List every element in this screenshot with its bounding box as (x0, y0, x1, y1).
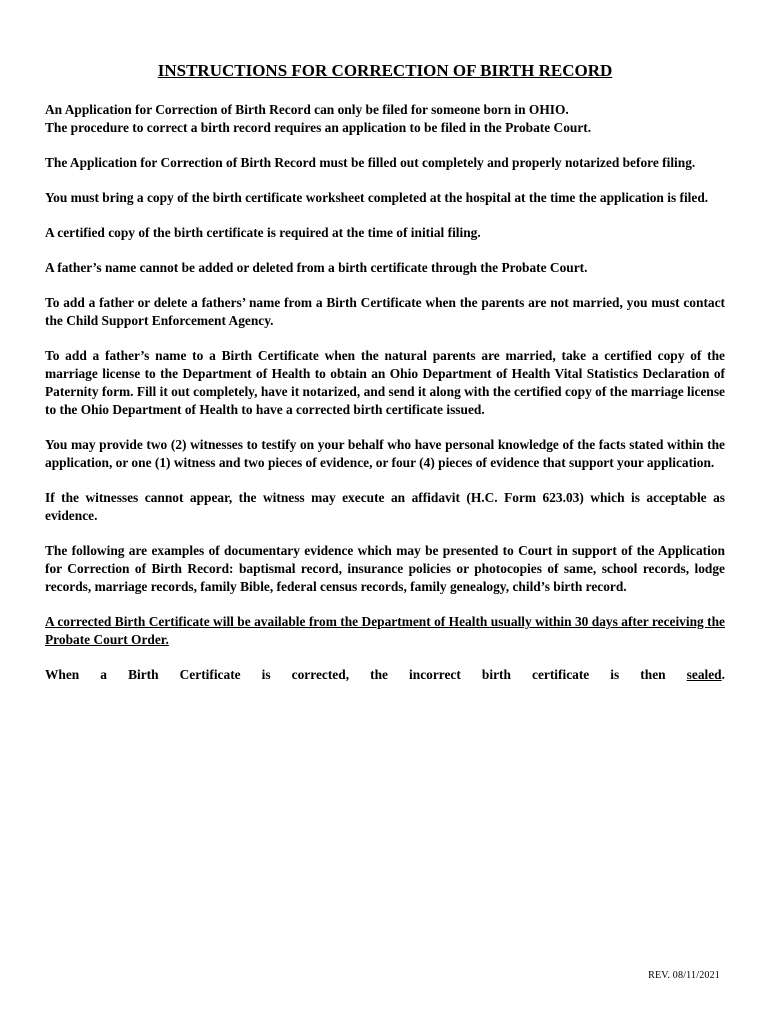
final-word: the (370, 667, 388, 682)
final-last-word-group (687, 666, 725, 684)
paragraph-worksheet: You must bring a copy of the birth certificate worksheet completed at the hospital at the time the application is filed. (45, 190, 709, 205)
paragraph-certified-copy: A certified copy of the birth certificate is required at the time of initial filing. (45, 225, 481, 240)
final-word: incorrect (409, 667, 461, 682)
paragraph-evidence-examples: The following are examples of documentary evidence which may be presented to Court in support of the Application for Correction of Birth Record: baptismal record, insurance policies or photocopies of same, school records, lodge records, marriage records, family Bible, federal census records, family genealogy, child’s birth record. (45, 543, 725, 594)
paragraph-not-married: To add a father or delete a fathers’ name from a Birth Certificate when the parents are not married, you must contact the Child Support Enforcement Agency. (45, 295, 725, 328)
final-period: . (721, 667, 725, 682)
final-word: Birth (128, 667, 159, 682)
paragraph-availability: A corrected Birth Certificate will be available from the Department of Health usually within 30 days after receiving the Probate Court Order. (45, 614, 725, 647)
paragraph-notarized: The Application for Correction of Birth Record must be filled out completely and properly notarized before filing. (45, 155, 696, 170)
paragraph-married: To add a father’s name to a Birth Certificate when the natural parents are married, take a certified copy of the marriage license to the Department of Health to obtain an Ohio Department of Health Vital Statistics Declaration of Paternity form. Fill it out completely, have it notarized, and send it along with the certified copy of the marriage license to the Ohio Department of Health to have a corrected birth certificate issued. (45, 348, 725, 417)
final-word-sealed: sealed (686, 667, 722, 682)
paragraph-affidavit: If the witnesses cannot appear, the witness may execute an affidavit (H.C. Form 623.03) which is acceptable as evidence. (45, 490, 725, 523)
revision-date: REV. 08/11/2021 (648, 970, 720, 981)
paragraph-witnesses: You may provide two (2) witnesses to testify on your behalf who have personal knowledge of the facts stated within the application, or one (1) witness and two pieces of evidence, or four (4) pieces of evidence that support your application. (45, 437, 725, 470)
paragraph-line: The procedure to correct a birth record requires an application to be filed in the Probate Court. (45, 120, 592, 135)
document-body (45, 101, 725, 684)
final-word: is (261, 667, 271, 682)
paragraph-line: An Application for Correction of Birth Record can only be filed for someone born in OHIO. (45, 102, 569, 117)
final-word: corrected, (291, 667, 350, 682)
final-word: is (610, 667, 620, 682)
paragraph-sealed (45, 666, 725, 684)
paragraph-eligibility (45, 101, 725, 137)
paragraph-father-name: A father’s name cannot be added or deleted from a birth certificate through the Probate Court. (45, 260, 588, 275)
final-word: Certificate (179, 667, 241, 682)
final-word: birth (481, 667, 511, 682)
final-word: certificate (532, 667, 590, 682)
final-word: a (100, 667, 107, 682)
final-word: then (640, 667, 666, 682)
final-word: When (45, 667, 80, 682)
document-title: INSTRUCTIONS FOR CORRECTION OF BIRTH RECORD (157, 61, 613, 80)
